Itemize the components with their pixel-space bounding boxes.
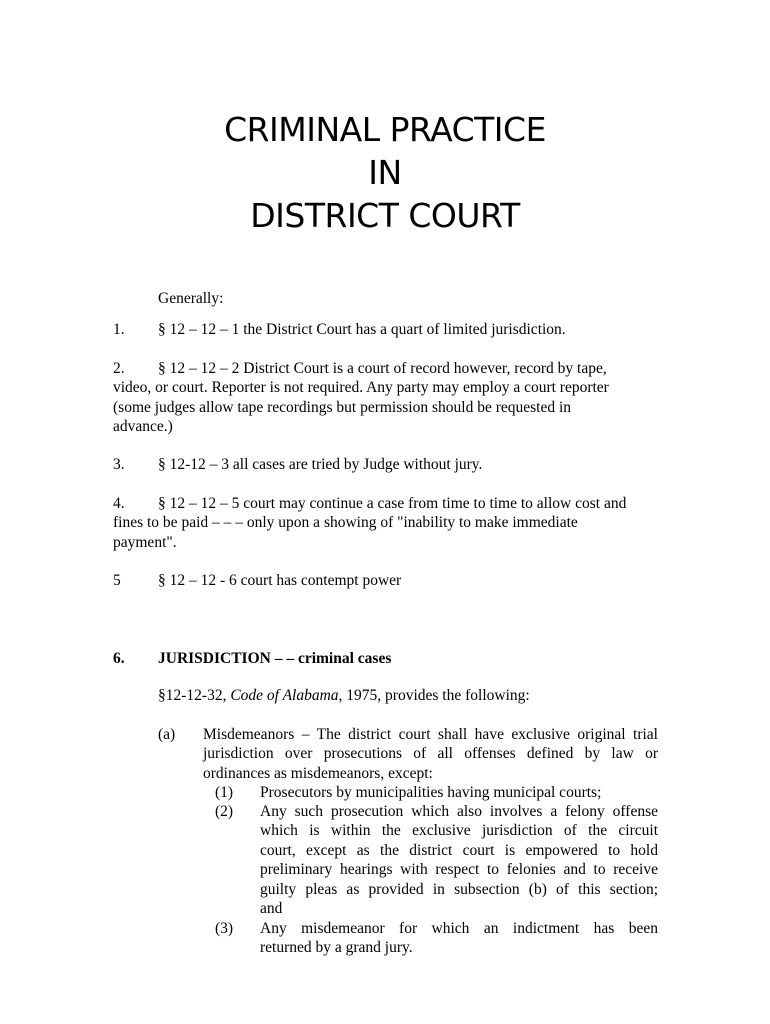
item-number: 2. xyxy=(113,360,125,377)
subitem-line: and xyxy=(260,900,283,918)
subsection-label: (a) xyxy=(158,726,176,743)
citation-code-name: Code of Alabama xyxy=(230,687,339,704)
subitem-line: which is within the exclusive jurisdiction of the circuit xyxy=(260,822,658,840)
item-number: 5 xyxy=(113,572,121,589)
subitem-label: (1) xyxy=(215,784,234,801)
subsection-body xyxy=(203,725,658,783)
item-text: § 12 – 12 - 6 court has contempt power xyxy=(158,572,402,589)
list-item-1 xyxy=(113,320,658,339)
title-line-3: DISTRICT COURT xyxy=(250,196,520,235)
subitem-line: court, except as the district court is empowered to hold xyxy=(260,841,658,859)
item-text: § 12 – 12 – 1 the District Court has a quart of limited jurisdiction. xyxy=(158,321,566,338)
item-number: 4. xyxy=(113,495,125,512)
list-item-5 xyxy=(113,571,658,590)
item-number: 1. xyxy=(113,321,125,338)
title-line-1: CRIMINAL PRACTICE xyxy=(224,110,546,149)
list-item-3 xyxy=(113,455,658,474)
code-citation xyxy=(158,686,530,705)
item-text-line: (some judges allow tape recordings but permission should be requested in xyxy=(113,398,572,416)
subitem-line: Any misdemeanor for which an indictment has been xyxy=(260,920,658,937)
title-line-2: IN xyxy=(368,153,402,192)
item-number: 3. xyxy=(113,456,125,473)
citation-suffix: , 1975, provides the following: xyxy=(338,687,530,704)
item-text-line: payment". xyxy=(113,533,177,551)
item-text-line: fines to be paid – – – only upon a showing of "inability to make immediate xyxy=(113,514,578,532)
section-number: 6. xyxy=(113,650,125,667)
item-text-line: video, or court. Reporter is not required. Any party may employ a court reporter xyxy=(113,379,609,397)
subitem-body xyxy=(260,783,658,802)
item-text: § 12-12 – 3 all cases are tried by Judge without jury. xyxy=(158,456,483,473)
subsection-line: Misdemeanors – The district court shall have exclusive original trial xyxy=(203,726,658,743)
subsection-line: jurisdiction over prosecutions of all offenses defined by law or xyxy=(203,745,658,763)
subitem-body xyxy=(260,802,658,918)
subitem-line: returned by a grand jury. xyxy=(260,939,413,957)
citation-prefix: §12-12-32, xyxy=(158,687,231,704)
subsection-line: ordinances as misdemeanors, except: xyxy=(203,764,433,782)
subitem-line: Any such prosecution which also involves a felony offense xyxy=(260,803,658,820)
item-text-line: advance.) xyxy=(113,418,173,436)
subitem-label: (2) xyxy=(215,803,234,820)
subitem-line: guilty pleas as provided in subsection (b) of this section; xyxy=(260,880,658,898)
subitem-line: Prosecutors by municipalities having municipal courts; xyxy=(260,784,602,801)
generally-heading: Generally: xyxy=(158,290,224,307)
subitem-label: (3) xyxy=(215,920,234,937)
subitem-line: preliminary hearings with respect to felonies and to receive xyxy=(260,861,658,879)
section-6-heading xyxy=(113,649,658,668)
subitem-body xyxy=(260,919,658,958)
section-title: JURISDICTION – – criminal cases xyxy=(158,650,392,667)
document-title xyxy=(0,108,770,237)
list-item-2 xyxy=(113,359,658,437)
list-item-4 xyxy=(113,494,658,552)
item-text-line: § 12 – 12 – 5 court may continue a case from time to time to allow cost and xyxy=(158,495,627,512)
item-text-line: § 12 – 12 – 2 District Court is a court of record however, record by tape, xyxy=(158,360,607,377)
